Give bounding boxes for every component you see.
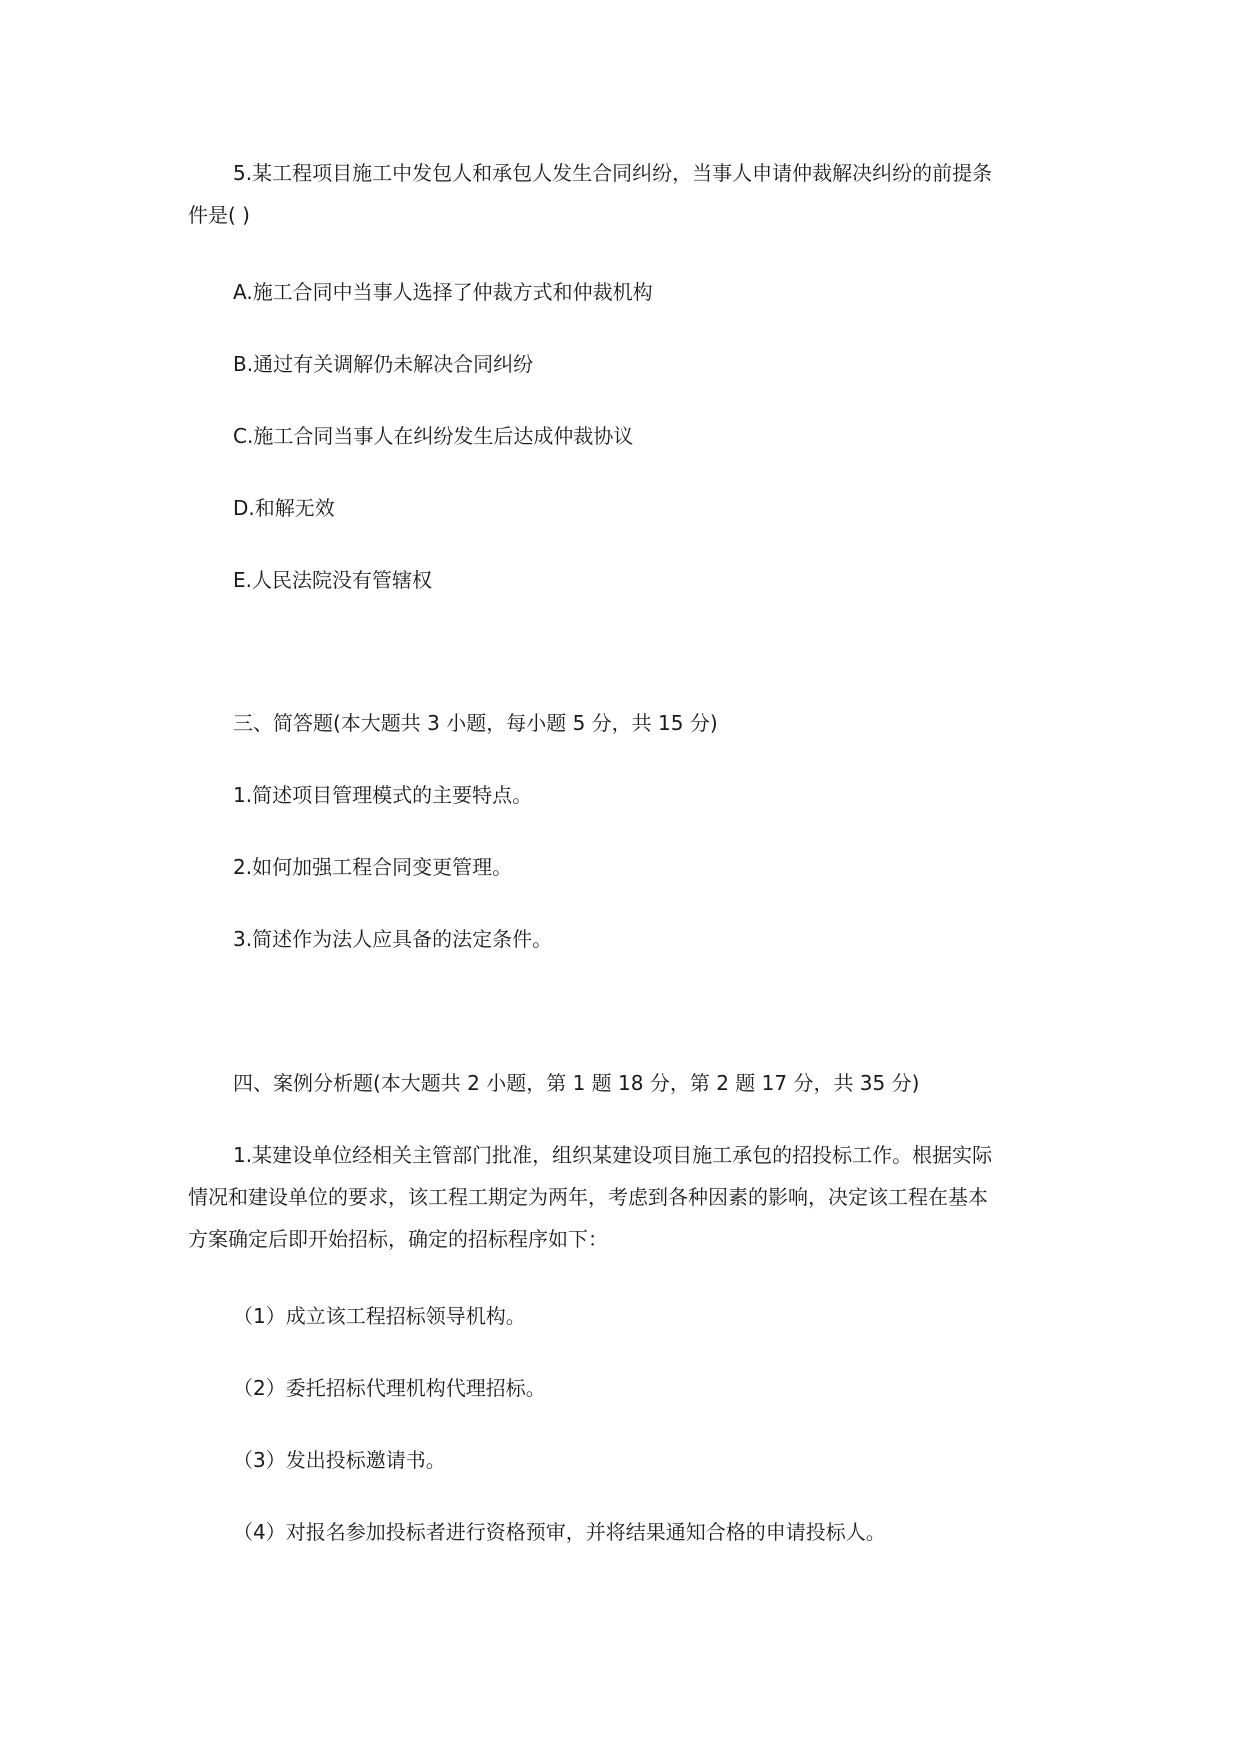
section4-heading: 四、案例分析题(本大题共 2 小题，第 1 题 18 分，第 2 题 17 分，共 35 分) xyxy=(233,1071,920,1095)
case1-step-1: （1）成立该工程招标领导机构。 xyxy=(233,1304,526,1328)
case1-line1: 1.某建设单位经相关主管部门批准，组织某建设项目施工承包的招投标工作。根据实际 xyxy=(233,1143,993,1167)
q5-stem-line1: 5.某工程项目施工中发包人和承包人发生合同纠纷，当事人申请仲裁解决纠纷的前提条 xyxy=(233,161,993,185)
section3-question-2: 2.如何加强工程合同变更管理。 xyxy=(233,855,513,879)
q5-option-e: E.人民法院没有管辖权 xyxy=(233,568,432,592)
q5-option-c: C.施工合同当事人在纠纷发生后达成仲裁协议 xyxy=(233,424,634,448)
q5-option-d: D.和解无效 xyxy=(233,496,335,520)
case1-line2: 情况和建设单位的要求，该工程工期定为两年，考虑到各种因素的影响，决定该工程在基本 xyxy=(188,1185,988,1209)
q5-option-a: A.施工合同中当事人选择了仲裁方式和仲裁机构 xyxy=(233,280,653,304)
q5-option-b: B.通过有关调解仍未解决合同纠纷 xyxy=(233,352,534,376)
section3-heading: 三、简答题(本大题共 3 小题，每小题 5 分，共 15 分) xyxy=(233,711,718,735)
section3-question-1: 1.简述项目管理模式的主要特点。 xyxy=(233,783,533,807)
case1-line3: 方案确定后即开始招标，确定的招标程序如下： xyxy=(188,1227,608,1251)
case1-step-2: （2）委托招标代理机构代理招标。 xyxy=(233,1376,546,1400)
case1-step-3: （3）发出投标邀请书。 xyxy=(233,1448,446,1472)
case1-step-4: （4）对报名参加投标者进行资格预审，并将结果通知合格的申请投标人。 xyxy=(233,1520,886,1544)
section3-question-3: 3.简述作为法人应具备的法定条件。 xyxy=(233,927,553,951)
q5-stem-line2: 件是( ) xyxy=(188,203,250,227)
